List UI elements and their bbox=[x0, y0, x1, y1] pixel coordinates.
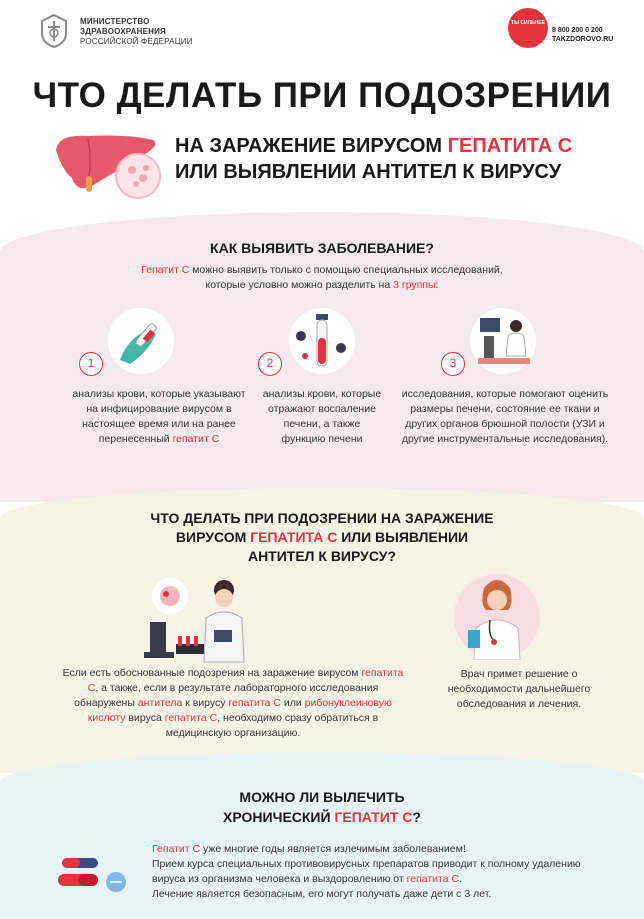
group-number-1: 1 bbox=[79, 352, 103, 376]
suspicion-instruction bbox=[58, 666, 408, 741]
group-1-text-main: анализы крови, которые указывают на инфицирование вирусом в настоящее время или на ранее перенесенный bbox=[72, 388, 246, 445]
ultrasound-illustration bbox=[470, 308, 536, 374]
suspicion-title bbox=[0, 509, 644, 566]
site-url[interactable]: TAKZDOROVO.RU bbox=[552, 36, 614, 43]
group-number-3: 3 bbox=[441, 352, 465, 376]
blood-sample-icon bbox=[108, 308, 174, 374]
cure-line2-end: . bbox=[459, 873, 463, 885]
ultrasound-doctor-icon bbox=[470, 308, 536, 374]
ministry-emblem-icon bbox=[38, 13, 70, 49]
virus-tube-illustration bbox=[289, 308, 355, 374]
suspicion-title-highlight: ГЕПАТИТА С bbox=[250, 529, 338, 545]
subtitle-line1-text: НА ЗАРАЖЕНИЕ ВИРУСОМ bbox=[175, 135, 448, 157]
takzdorovo-logo: ТЫ СИЛЬНЕЕ bbox=[508, 8, 548, 48]
cure-text-line3: Лечение является безопасным, его могут получать даже дети с 3 лет. bbox=[152, 888, 492, 900]
hotline-info bbox=[552, 26, 613, 44]
ministry-line2: ЗДРАВООХРАНЕНИЯ bbox=[80, 27, 166, 36]
cure-line2-main: Прием курса специальных противовирусных препаратов приводит к полному удалению вируса из организма человека и выздоровлению от bbox=[152, 858, 581, 885]
ministry-line1: МИНИСТЕРСТВО bbox=[80, 17, 150, 26]
subtitle-line2: ИЛИ ВЫЯВЛЕНИИ АНТИТЕЛ К ВИРУСУ bbox=[175, 161, 562, 183]
instr-p1: Если есть обоснованные подозрения на заражение вирусом bbox=[62, 667, 362, 679]
instr-r5: гепатита С bbox=[164, 712, 218, 724]
cure-text-line1 bbox=[152, 842, 602, 857]
intro-colon: : bbox=[435, 279, 439, 291]
instr-p2: , а также, если в результате лабораторного исследования обнаружены bbox=[74, 682, 379, 709]
group-2-text: анализы крови, которые отражают воспаление печени, а также функцию печени bbox=[262, 388, 382, 445]
cure-text-line2 bbox=[152, 857, 602, 887]
doctor-decision-text: Врач примет решение о необходимости дальнейшего обследования и лечения. bbox=[447, 668, 591, 710]
cure-text bbox=[152, 842, 602, 902]
blood-test-illustration bbox=[108, 308, 174, 374]
doctor-icon bbox=[454, 574, 540, 660]
liver-icon bbox=[48, 130, 178, 200]
page-title: ЧТО ДЕЛАТЬ ПРИ ПОДОЗРЕНИИ bbox=[32, 76, 612, 115]
cure-title-line2 bbox=[0, 807, 644, 827]
suspicion-title-l2-c: ИЛИ ВЫЯВЛЕНИИ bbox=[337, 529, 469, 545]
instr-r2: антитела bbox=[137, 697, 183, 709]
group-1-highlight: гепатит С bbox=[172, 433, 220, 445]
lab-scientist-icon bbox=[140, 572, 260, 664]
ministry-name bbox=[80, 17, 193, 47]
cure-title-l2-c: ? bbox=[412, 809, 421, 825]
cure-line2-highlight: гепатита С bbox=[406, 873, 460, 885]
instr-p5: вируса bbox=[125, 712, 165, 724]
cure-title-highlight: ГЕПАТИТ С bbox=[334, 809, 413, 825]
suspicion-title-line3: АНТИТЕЛ К ВИРУСУ? bbox=[247, 548, 397, 564]
group-3-text: исследования, которые помогают оценить размеры печени, состояние ее ткани и других органов брюшной полости (УЗИ и другие инструментальные исследования). bbox=[401, 388, 609, 445]
group-1-text bbox=[70, 387, 248, 447]
test-tube-virus-icon bbox=[289, 308, 355, 374]
suspicion-title-l2-a: ВИРУСОМ bbox=[175, 529, 251, 545]
instr-r3: гепатита С bbox=[228, 697, 281, 709]
suspicion-title-line2 bbox=[0, 528, 644, 547]
cure-title bbox=[0, 787, 644, 827]
doctor-illustration bbox=[454, 574, 540, 660]
detection-intro bbox=[120, 263, 524, 293]
pills-icon bbox=[58, 850, 138, 895]
instr-r4: рибонуклеиновую кислоту bbox=[87, 697, 392, 724]
instr-p3: к вирусу bbox=[182, 697, 229, 709]
cure-line1-rest: уже многие годы является излечимым заболеванием! bbox=[200, 843, 466, 855]
cure-title-l2-a: ХРОНИЧЕСКИЙ bbox=[223, 809, 335, 825]
subtitle-line1-highlight: ГЕПАТИТА С bbox=[447, 135, 573, 157]
detection-title: КАК ВЫЯВИТЬ ЗАБОЛЕВАНИЕ? bbox=[210, 240, 434, 256]
subtitle-line1 bbox=[175, 133, 572, 159]
intro-groups: 3 группы bbox=[393, 279, 436, 291]
intro-hepatitis: Гепатит С bbox=[141, 264, 190, 276]
group-number-2: 2 bbox=[258, 352, 282, 376]
cure-title-line1: МОЖНО ЛИ ВЫЛЕЧИТЬ bbox=[239, 789, 405, 805]
suspicion-title-line1: ЧТО ДЕЛАТЬ ПРИ ПОДОЗРЕНИИ НА ЗАРАЖЕНИЕ bbox=[150, 510, 494, 526]
intro-text: можно выявить только с помощью специальных исследований, которые условно можно разделить на bbox=[189, 264, 503, 291]
page-subtitle bbox=[175, 133, 572, 185]
cure-hepatitis: Гепатит С bbox=[152, 843, 201, 855]
instr-p4: или bbox=[280, 697, 305, 709]
header bbox=[0, 0, 644, 70]
instr-r1: гепатита С bbox=[87, 667, 404, 694]
ministry-line3: РОССИЙСКОЙ ФЕДЕРАЦИИ bbox=[80, 37, 193, 46]
hotline-phone: 8 800 200 0 200 bbox=[552, 27, 603, 34]
instr-p6: , необходимо сразу обратиться в медицинскую организацию. bbox=[165, 712, 379, 739]
